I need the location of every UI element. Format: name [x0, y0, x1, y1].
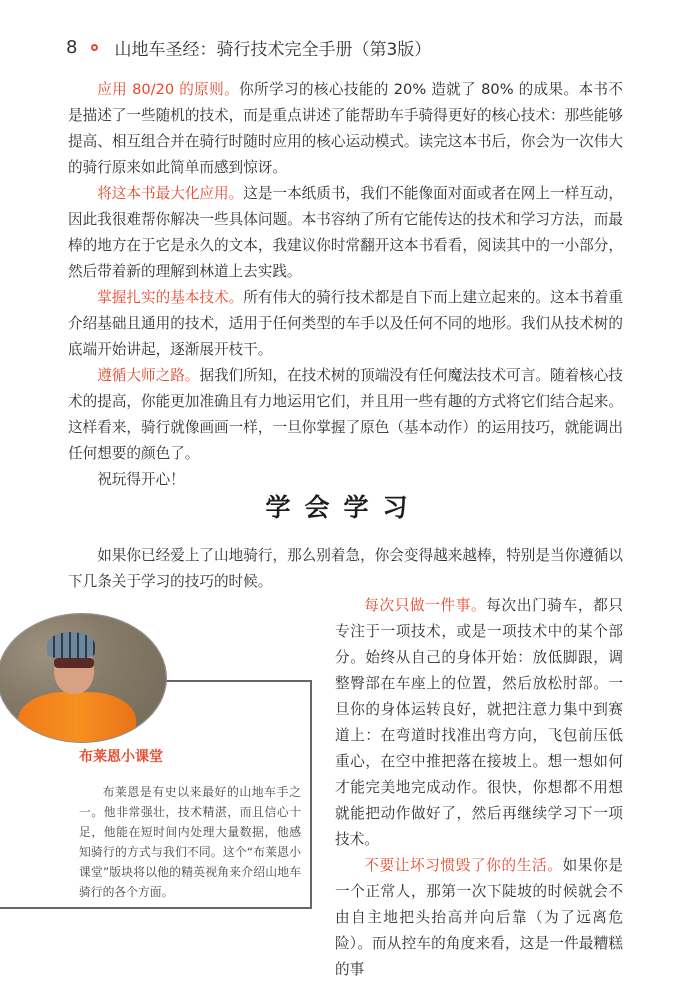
running-header — [66, 34, 431, 60]
paragraph-lead: 应用 80/20 的原则。 — [97, 81, 240, 98]
tip-text: 每次出门骑车，都只专注于一项技术，或是一项技术中的某个部分。始终从自己的身体开始：放低脚跟，调整臀部在车座上的位置，然后放松肘部。一旦你的身体运转良好，就把注意力集中到赛道上：在弯道时找准出弯方向，飞包前压低重心，在空中推把落在接坡上。想一想如何才能完美地完成动作。很快，你想都不用想就能把动作做好了，然后再继续学习下一项技术。 — [335, 597, 623, 848]
body-text — [68, 77, 623, 493]
sidebar-title: 布莱恩小课堂 — [79, 749, 163, 765]
paragraph — [68, 77, 623, 181]
paragraph-text: 所有伟大的骑行技术都是自下而上建立起来的。这本书着重介绍基础且通用的技术，适用于任何类型的车手以及任何不同的地形。我们从技术树的底端开始讲起，逐渐展开枝干。 — [68, 289, 623, 358]
tip-paragraph — [335, 853, 623, 983]
intro-paragraph: 如果你已经爱上了山地骑行，那么别着急，你会变得越来越棒，特别是当你遵循以下几条关于学习的技巧的时候。 — [68, 547, 623, 590]
sidebar-text — [79, 782, 301, 902]
section-intro — [68, 543, 623, 595]
paragraph — [68, 181, 623, 285]
paragraph-text: 你所学习的核心技能的 20% 造就了 80% 的成果。本书不是描述了一些随机的技术，而是重点讲述了能帮助车手骑得更好的核心技术：那些能够提高、相互组合并在骑行时随时应用的核心运动模式。读完这本书后，你会为一次伟大的骑行原来如此简单而感到惊讶。 — [68, 81, 623, 176]
paragraph — [68, 363, 623, 467]
paragraph-text: 这是一本纸质书，我们不能像面对面或者在网上一样互动，因此我很难帮你解决一些具体问题。本书容纳了所有它能传达的技术和学习方法，而最棒的地方在于它是永久的文本，我建议你时常翻开这本书看看，阅读其中的一小部分，然后带着新的理解到林道上去实践。 — [68, 185, 623, 280]
book-title: 山地车圣经：骑行技术完全手册（第3版） — [114, 39, 432, 60]
sunglasses — [54, 658, 94, 668]
circle-bullet-icon — [91, 44, 98, 51]
section-title: 学会学习 — [265, 493, 422, 522]
sidebar-paragraph: 布莱恩是有史以来最好的山地车手之一。他非常强壮，技术精湛，而且信心十足，他能在短时间内处理大量数据，他感知骑行的方式与我们不同。这个“布莱恩小课堂”版块将以他的精英视角来介绍山地车骑行的各个方面。 — [79, 785, 301, 899]
paragraph-lead: 遵循大师之路。 — [97, 367, 200, 384]
paragraph-text: 据我们所知，在技术树的顶端没有任何魔法技术可言。随着核心技术的提高，你能更加准确且有力地运用它们，并且用一些有趣的方式将它们结合起来。这样看来，骑行就像画画一样，一旦你掌握了原色（基本动作）的运用技巧，就能调出任何想要的颜色了。 — [68, 367, 623, 462]
rider-portrait-photo — [0, 614, 166, 742]
tip-paragraph — [335, 593, 623, 853]
page-number: 8 — [66, 36, 78, 58]
tips-column — [335, 593, 623, 983]
orange-jacket — [18, 692, 136, 742]
tip-lead: 每次只做一件事。 — [364, 597, 487, 614]
paragraph-lead: 掌握扎实的基本技术。 — [97, 289, 244, 306]
paragraph-text: 祝玩得开心！ — [97, 471, 185, 488]
helmet-icon — [47, 632, 95, 658]
paragraph-lead: 将这本书最大化应用。 — [97, 185, 244, 202]
tip-lead: 不要让坏习惯毁了你的生活。 — [364, 857, 563, 874]
paragraph — [68, 285, 623, 363]
tip-text: 如果你是一个正常人，那第一次下陡坡的时候就会不由自主地把头抬高并向后靠（为了远离危险）。而从控车的角度来看，这是一件最糟糕的事 — [335, 857, 623, 978]
